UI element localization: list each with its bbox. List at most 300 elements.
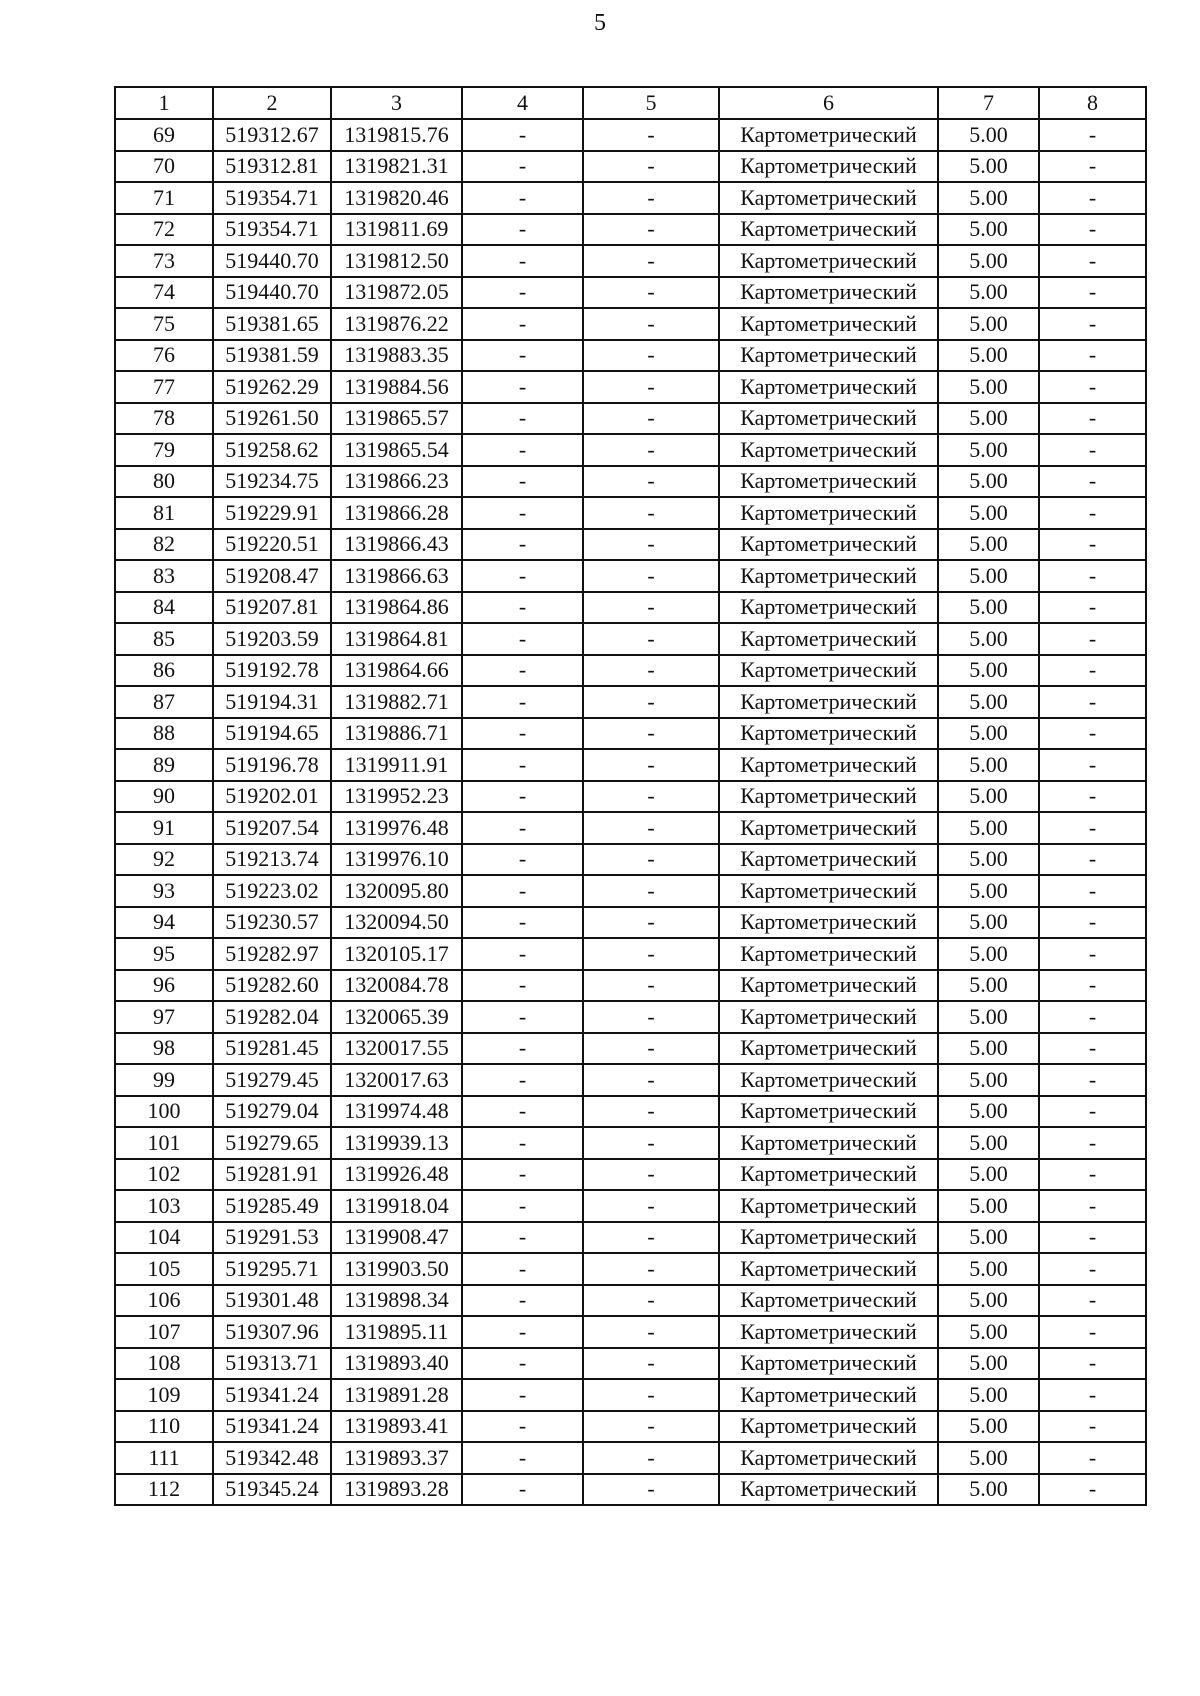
x-coordinate-cell: 519345.24 bbox=[213, 1474, 331, 1506]
y-coordinate-cell: 1319976.48 bbox=[331, 812, 462, 844]
col8-cell: - bbox=[1039, 119, 1146, 151]
col8-cell: - bbox=[1039, 623, 1146, 655]
point-number-cell: 84 bbox=[115, 592, 213, 624]
y-coordinate-cell: 1320105.17 bbox=[331, 938, 462, 970]
col5-cell: - bbox=[583, 1127, 719, 1159]
point-number-cell: 87 bbox=[115, 686, 213, 718]
accuracy-cell: 5.00 bbox=[938, 1033, 1039, 1065]
col5-cell: - bbox=[583, 1474, 719, 1506]
accuracy-cell: 5.00 bbox=[938, 1064, 1039, 1096]
col4-cell: - bbox=[462, 119, 583, 151]
accuracy-cell: 5.00 bbox=[938, 812, 1039, 844]
point-number-cell: 111 bbox=[115, 1442, 213, 1474]
y-coordinate-cell: 1319815.76 bbox=[331, 119, 462, 151]
table-row bbox=[115, 497, 1146, 529]
x-coordinate-cell: 519282.04 bbox=[213, 1001, 331, 1033]
col5-cell: - bbox=[583, 1348, 719, 1380]
col5-cell: - bbox=[583, 655, 719, 687]
method-cell: Картометрический bbox=[719, 1064, 938, 1096]
accuracy-cell: 5.00 bbox=[938, 592, 1039, 624]
col4-cell: - bbox=[462, 844, 583, 876]
col5-cell: - bbox=[583, 434, 719, 466]
y-coordinate-cell: 1319811.69 bbox=[331, 214, 462, 246]
table-row bbox=[115, 371, 1146, 403]
point-number-cell: 94 bbox=[115, 907, 213, 939]
col8-cell: - bbox=[1039, 1096, 1146, 1128]
y-coordinate-cell: 1319886.71 bbox=[331, 718, 462, 750]
col5-cell: - bbox=[583, 308, 719, 340]
y-coordinate-cell: 1320017.55 bbox=[331, 1033, 462, 1065]
col5-cell: - bbox=[583, 1033, 719, 1065]
col5-cell: - bbox=[583, 1316, 719, 1348]
col8-cell: - bbox=[1039, 1379, 1146, 1411]
point-number-cell: 104 bbox=[115, 1222, 213, 1254]
point-number-cell: 105 bbox=[115, 1253, 213, 1285]
accuracy-cell: 5.00 bbox=[938, 1442, 1039, 1474]
y-coordinate-cell: 1319891.28 bbox=[331, 1379, 462, 1411]
x-coordinate-cell: 519262.29 bbox=[213, 371, 331, 403]
col5-cell: - bbox=[583, 245, 719, 277]
col5-cell: - bbox=[583, 718, 719, 750]
col4-cell: - bbox=[462, 529, 583, 561]
table-row bbox=[115, 1253, 1146, 1285]
accuracy-cell: 5.00 bbox=[938, 308, 1039, 340]
col5-cell: - bbox=[583, 1064, 719, 1096]
y-coordinate-cell: 1319864.66 bbox=[331, 655, 462, 687]
col8-cell: - bbox=[1039, 812, 1146, 844]
point-number-cell: 76 bbox=[115, 340, 213, 372]
method-cell: Картометрический bbox=[719, 1222, 938, 1254]
col4-cell: - bbox=[462, 623, 583, 655]
col8-cell: - bbox=[1039, 749, 1146, 781]
accuracy-cell: 5.00 bbox=[938, 1159, 1039, 1191]
table-row bbox=[115, 749, 1146, 781]
method-cell: Картометрический bbox=[719, 560, 938, 592]
method-cell: Картометрический bbox=[719, 182, 938, 214]
col5-cell: - bbox=[583, 560, 719, 592]
accuracy-cell: 5.00 bbox=[938, 466, 1039, 498]
table-row bbox=[115, 1379, 1146, 1411]
method-cell: Картометрический bbox=[719, 497, 938, 529]
x-coordinate-cell: 519279.04 bbox=[213, 1096, 331, 1128]
col4-cell: - bbox=[462, 466, 583, 498]
col5-cell: - bbox=[583, 970, 719, 1002]
accuracy-cell: 5.00 bbox=[938, 844, 1039, 876]
point-number-cell: 109 bbox=[115, 1379, 213, 1411]
col4-cell: - bbox=[462, 812, 583, 844]
y-coordinate-cell: 1319903.50 bbox=[331, 1253, 462, 1285]
x-coordinate-cell: 519282.97 bbox=[213, 938, 331, 970]
point-number-cell: 82 bbox=[115, 529, 213, 561]
point-number-cell: 95 bbox=[115, 938, 213, 970]
y-coordinate-cell: 1319952.23 bbox=[331, 781, 462, 813]
y-coordinate-cell: 1319864.86 bbox=[331, 592, 462, 624]
method-cell: Картометрический bbox=[719, 277, 938, 309]
accuracy-cell: 5.00 bbox=[938, 1411, 1039, 1443]
col5-cell: - bbox=[583, 875, 719, 907]
accuracy-cell: 5.00 bbox=[938, 119, 1039, 151]
accuracy-cell: 5.00 bbox=[938, 1001, 1039, 1033]
accuracy-cell: 5.00 bbox=[938, 1127, 1039, 1159]
col4-cell: - bbox=[462, 1442, 583, 1474]
y-coordinate-cell: 1319893.41 bbox=[331, 1411, 462, 1443]
y-coordinate-cell: 1319866.23 bbox=[331, 466, 462, 498]
method-cell: Картометрический bbox=[719, 844, 938, 876]
accuracy-cell: 5.00 bbox=[938, 781, 1039, 813]
point-number-cell: 102 bbox=[115, 1159, 213, 1191]
table-row bbox=[115, 781, 1146, 813]
method-cell: Картометрический bbox=[719, 466, 938, 498]
col5-cell: - bbox=[583, 907, 719, 939]
table-row bbox=[115, 875, 1146, 907]
col4-cell: - bbox=[462, 907, 583, 939]
col5-cell: - bbox=[583, 1222, 719, 1254]
point-number-cell: 96 bbox=[115, 970, 213, 1002]
table-row bbox=[115, 907, 1146, 939]
col4-cell: - bbox=[462, 655, 583, 687]
point-number-cell: 83 bbox=[115, 560, 213, 592]
table-row bbox=[115, 182, 1146, 214]
method-cell: Картометрический bbox=[719, 245, 938, 277]
table-row bbox=[115, 1474, 1146, 1506]
point-number-cell: 112 bbox=[115, 1474, 213, 1506]
col4-cell: - bbox=[462, 214, 583, 246]
col5-cell: - bbox=[583, 1379, 719, 1411]
header-row bbox=[115, 87, 1146, 119]
col5-cell: - bbox=[583, 1096, 719, 1128]
x-coordinate-cell: 519440.70 bbox=[213, 245, 331, 277]
col4-cell: - bbox=[462, 1474, 583, 1506]
column-header-5: 5 bbox=[583, 87, 719, 119]
col5-cell: - bbox=[583, 497, 719, 529]
table-row bbox=[115, 1442, 1146, 1474]
point-number-cell: 80 bbox=[115, 466, 213, 498]
y-coordinate-cell: 1319865.54 bbox=[331, 434, 462, 466]
point-number-cell: 69 bbox=[115, 119, 213, 151]
table-row bbox=[115, 277, 1146, 309]
x-coordinate-cell: 519192.78 bbox=[213, 655, 331, 687]
col8-cell: - bbox=[1039, 1001, 1146, 1033]
method-cell: Картометрический bbox=[719, 1033, 938, 1065]
col4-cell: - bbox=[462, 1285, 583, 1317]
x-coordinate-cell: 519194.65 bbox=[213, 718, 331, 750]
table-row bbox=[115, 592, 1146, 624]
point-number-cell: 89 bbox=[115, 749, 213, 781]
col5-cell: - bbox=[583, 1411, 719, 1443]
x-coordinate-cell: 519381.59 bbox=[213, 340, 331, 372]
method-cell: Картометрический bbox=[719, 781, 938, 813]
accuracy-cell: 5.00 bbox=[938, 1253, 1039, 1285]
x-coordinate-cell: 519312.81 bbox=[213, 151, 331, 183]
method-cell: Картометрический bbox=[719, 1411, 938, 1443]
table-row bbox=[115, 623, 1146, 655]
table-row bbox=[115, 308, 1146, 340]
method-cell: Картометрический bbox=[719, 907, 938, 939]
table-row bbox=[115, 1127, 1146, 1159]
accuracy-cell: 5.00 bbox=[938, 371, 1039, 403]
point-number-cell: 103 bbox=[115, 1190, 213, 1222]
y-coordinate-cell: 1319876.22 bbox=[331, 308, 462, 340]
table-row bbox=[115, 1033, 1146, 1065]
col5-cell: - bbox=[583, 119, 719, 151]
col4-cell: - bbox=[462, 1159, 583, 1191]
col8-cell: - bbox=[1039, 1190, 1146, 1222]
method-cell: Картометрический bbox=[719, 119, 938, 151]
accuracy-cell: 5.00 bbox=[938, 529, 1039, 561]
column-header-1: 1 bbox=[115, 87, 213, 119]
x-coordinate-cell: 519220.51 bbox=[213, 529, 331, 561]
col8-cell: - bbox=[1039, 655, 1146, 687]
x-coordinate-cell: 519381.65 bbox=[213, 308, 331, 340]
table-row bbox=[115, 119, 1146, 151]
x-coordinate-cell: 519313.71 bbox=[213, 1348, 331, 1380]
method-cell: Картометрический bbox=[719, 371, 938, 403]
table-row bbox=[115, 1096, 1146, 1128]
col8-cell: - bbox=[1039, 1253, 1146, 1285]
col4-cell: - bbox=[462, 1253, 583, 1285]
x-coordinate-cell: 519196.78 bbox=[213, 749, 331, 781]
x-coordinate-cell: 519440.70 bbox=[213, 277, 331, 309]
x-coordinate-cell: 519282.60 bbox=[213, 970, 331, 1002]
y-coordinate-cell: 1319865.57 bbox=[331, 403, 462, 435]
y-coordinate-cell: 1319866.28 bbox=[331, 497, 462, 529]
y-coordinate-cell: 1319893.28 bbox=[331, 1474, 462, 1506]
x-coordinate-cell: 519234.75 bbox=[213, 466, 331, 498]
col8-cell: - bbox=[1039, 245, 1146, 277]
table-row bbox=[115, 434, 1146, 466]
y-coordinate-cell: 1319883.35 bbox=[331, 340, 462, 372]
col4-cell: - bbox=[462, 686, 583, 718]
method-cell: Картометрический bbox=[719, 1474, 938, 1506]
accuracy-cell: 5.00 bbox=[938, 151, 1039, 183]
x-coordinate-cell: 519261.50 bbox=[213, 403, 331, 435]
accuracy-cell: 5.00 bbox=[938, 655, 1039, 687]
col5-cell: - bbox=[583, 623, 719, 655]
col5-cell: - bbox=[583, 1159, 719, 1191]
x-coordinate-cell: 519202.01 bbox=[213, 781, 331, 813]
col8-cell: - bbox=[1039, 434, 1146, 466]
y-coordinate-cell: 1320094.50 bbox=[331, 907, 462, 939]
col5-cell: - bbox=[583, 938, 719, 970]
accuracy-cell: 5.00 bbox=[938, 1285, 1039, 1317]
table-row bbox=[115, 1348, 1146, 1380]
y-coordinate-cell: 1320095.80 bbox=[331, 875, 462, 907]
y-coordinate-cell: 1320065.39 bbox=[331, 1001, 462, 1033]
table-row bbox=[115, 1411, 1146, 1443]
x-coordinate-cell: 519223.02 bbox=[213, 875, 331, 907]
col8-cell: - bbox=[1039, 875, 1146, 907]
table-row bbox=[115, 214, 1146, 246]
x-coordinate-cell: 519312.67 bbox=[213, 119, 331, 151]
method-cell: Картометрический bbox=[719, 1190, 938, 1222]
point-number-cell: 73 bbox=[115, 245, 213, 277]
y-coordinate-cell: 1320084.78 bbox=[331, 970, 462, 1002]
x-coordinate-cell: 519354.71 bbox=[213, 214, 331, 246]
col4-cell: - bbox=[462, 1316, 583, 1348]
accuracy-cell: 5.00 bbox=[938, 560, 1039, 592]
point-number-cell: 70 bbox=[115, 151, 213, 183]
y-coordinate-cell: 1319872.05 bbox=[331, 277, 462, 309]
point-number-cell: 81 bbox=[115, 497, 213, 529]
accuracy-cell: 5.00 bbox=[938, 1096, 1039, 1128]
method-cell: Картометрический bbox=[719, 1096, 938, 1128]
point-number-cell: 86 bbox=[115, 655, 213, 687]
col4-cell: - bbox=[462, 308, 583, 340]
point-number-cell: 90 bbox=[115, 781, 213, 813]
table-row bbox=[115, 1285, 1146, 1317]
col8-cell: - bbox=[1039, 1474, 1146, 1506]
method-cell: Картометрический bbox=[719, 1127, 938, 1159]
accuracy-cell: 5.00 bbox=[938, 1379, 1039, 1411]
table-row bbox=[115, 1001, 1146, 1033]
accuracy-cell: 5.00 bbox=[938, 1222, 1039, 1254]
col5-cell: - bbox=[583, 529, 719, 561]
method-cell: Картометрический bbox=[719, 1001, 938, 1033]
x-coordinate-cell: 519229.91 bbox=[213, 497, 331, 529]
col5-cell: - bbox=[583, 182, 719, 214]
col4-cell: - bbox=[462, 434, 583, 466]
point-number-cell: 108 bbox=[115, 1348, 213, 1380]
table-row bbox=[115, 1159, 1146, 1191]
y-coordinate-cell: 1319893.40 bbox=[331, 1348, 462, 1380]
point-number-cell: 91 bbox=[115, 812, 213, 844]
method-cell: Картометрический bbox=[719, 1316, 938, 1348]
col4-cell: - bbox=[462, 1096, 583, 1128]
table-row bbox=[115, 403, 1146, 435]
accuracy-cell: 5.00 bbox=[938, 938, 1039, 970]
col8-cell: - bbox=[1039, 308, 1146, 340]
col8-cell: - bbox=[1039, 781, 1146, 813]
col5-cell: - bbox=[583, 151, 719, 183]
point-number-cell: 77 bbox=[115, 371, 213, 403]
column-header-8: 8 bbox=[1039, 87, 1146, 119]
accuracy-cell: 5.00 bbox=[938, 1474, 1039, 1506]
x-coordinate-cell: 519341.24 bbox=[213, 1411, 331, 1443]
accuracy-cell: 5.00 bbox=[938, 1348, 1039, 1380]
col4-cell: - bbox=[462, 1348, 583, 1380]
accuracy-cell: 5.00 bbox=[938, 403, 1039, 435]
method-cell: Картометрический bbox=[719, 340, 938, 372]
coordinates-table bbox=[114, 86, 1147, 1506]
x-coordinate-cell: 519194.31 bbox=[213, 686, 331, 718]
col8-cell: - bbox=[1039, 1127, 1146, 1159]
point-number-cell: 97 bbox=[115, 1001, 213, 1033]
col4-cell: - bbox=[462, 718, 583, 750]
table-row bbox=[115, 686, 1146, 718]
col8-cell: - bbox=[1039, 560, 1146, 592]
x-coordinate-cell: 519207.81 bbox=[213, 592, 331, 624]
x-coordinate-cell: 519341.24 bbox=[213, 1379, 331, 1411]
table-row bbox=[115, 938, 1146, 970]
point-number-cell: 110 bbox=[115, 1411, 213, 1443]
table-body bbox=[115, 119, 1146, 1505]
col4-cell: - bbox=[462, 497, 583, 529]
col5-cell: - bbox=[583, 1190, 719, 1222]
accuracy-cell: 5.00 bbox=[938, 970, 1039, 1002]
method-cell: Картометрический bbox=[719, 1159, 938, 1191]
col8-cell: - bbox=[1039, 340, 1146, 372]
col4-cell: - bbox=[462, 560, 583, 592]
x-coordinate-cell: 519281.45 bbox=[213, 1033, 331, 1065]
col5-cell: - bbox=[583, 340, 719, 372]
method-cell: Картометрический bbox=[719, 623, 938, 655]
table-row bbox=[115, 560, 1146, 592]
table-row bbox=[115, 1316, 1146, 1348]
point-number-cell: 99 bbox=[115, 1064, 213, 1096]
x-coordinate-cell: 519281.91 bbox=[213, 1159, 331, 1191]
col4-cell: - bbox=[462, 182, 583, 214]
method-cell: Картометрический bbox=[719, 1348, 938, 1380]
accuracy-cell: 5.00 bbox=[938, 214, 1039, 246]
accuracy-cell: 5.00 bbox=[938, 623, 1039, 655]
col4-cell: - bbox=[462, 371, 583, 403]
table-row bbox=[115, 529, 1146, 561]
col8-cell: - bbox=[1039, 151, 1146, 183]
col8-cell: - bbox=[1039, 1064, 1146, 1096]
col4-cell: - bbox=[462, 749, 583, 781]
col4-cell: - bbox=[462, 781, 583, 813]
col8-cell: - bbox=[1039, 686, 1146, 718]
point-number-cell: 74 bbox=[115, 277, 213, 309]
method-cell: Картометрический bbox=[719, 1442, 938, 1474]
table-row bbox=[115, 1222, 1146, 1254]
table-row bbox=[115, 812, 1146, 844]
y-coordinate-cell: 1319866.43 bbox=[331, 529, 462, 561]
y-coordinate-cell: 1319821.31 bbox=[331, 151, 462, 183]
method-cell: Картометрический bbox=[719, 529, 938, 561]
x-coordinate-cell: 519230.57 bbox=[213, 907, 331, 939]
col8-cell: - bbox=[1039, 403, 1146, 435]
point-number-cell: 106 bbox=[115, 1285, 213, 1317]
col4-cell: - bbox=[462, 1411, 583, 1443]
method-cell: Картометрический bbox=[719, 938, 938, 970]
method-cell: Картометрический bbox=[719, 1379, 938, 1411]
table-row bbox=[115, 245, 1146, 277]
point-number-cell: 92 bbox=[115, 844, 213, 876]
col4-cell: - bbox=[462, 970, 583, 1002]
point-number-cell: 107 bbox=[115, 1316, 213, 1348]
col5-cell: - bbox=[583, 686, 719, 718]
accuracy-cell: 5.00 bbox=[938, 718, 1039, 750]
x-coordinate-cell: 519301.48 bbox=[213, 1285, 331, 1317]
col8-cell: - bbox=[1039, 938, 1146, 970]
col8-cell: - bbox=[1039, 529, 1146, 561]
point-number-cell: 78 bbox=[115, 403, 213, 435]
point-number-cell: 88 bbox=[115, 718, 213, 750]
point-number-cell: 72 bbox=[115, 214, 213, 246]
method-cell: Картометрический bbox=[719, 434, 938, 466]
x-coordinate-cell: 519203.59 bbox=[213, 623, 331, 655]
x-coordinate-cell: 519279.45 bbox=[213, 1064, 331, 1096]
table-row bbox=[115, 1190, 1146, 1222]
x-coordinate-cell: 519285.49 bbox=[213, 1190, 331, 1222]
col8-cell: - bbox=[1039, 907, 1146, 939]
y-coordinate-cell: 1319976.10 bbox=[331, 844, 462, 876]
col5-cell: - bbox=[583, 1285, 719, 1317]
col5-cell: - bbox=[583, 1442, 719, 1474]
col4-cell: - bbox=[462, 277, 583, 309]
point-number-cell: 85 bbox=[115, 623, 213, 655]
col4-cell: - bbox=[462, 1001, 583, 1033]
y-coordinate-cell: 1319911.91 bbox=[331, 749, 462, 781]
y-coordinate-cell: 1319918.04 bbox=[331, 1190, 462, 1222]
method-cell: Картометрический bbox=[719, 686, 938, 718]
column-header-6: 6 bbox=[719, 87, 938, 119]
accuracy-cell: 5.00 bbox=[938, 686, 1039, 718]
x-coordinate-cell: 519291.53 bbox=[213, 1222, 331, 1254]
col5-cell: - bbox=[583, 277, 719, 309]
col8-cell: - bbox=[1039, 1159, 1146, 1191]
